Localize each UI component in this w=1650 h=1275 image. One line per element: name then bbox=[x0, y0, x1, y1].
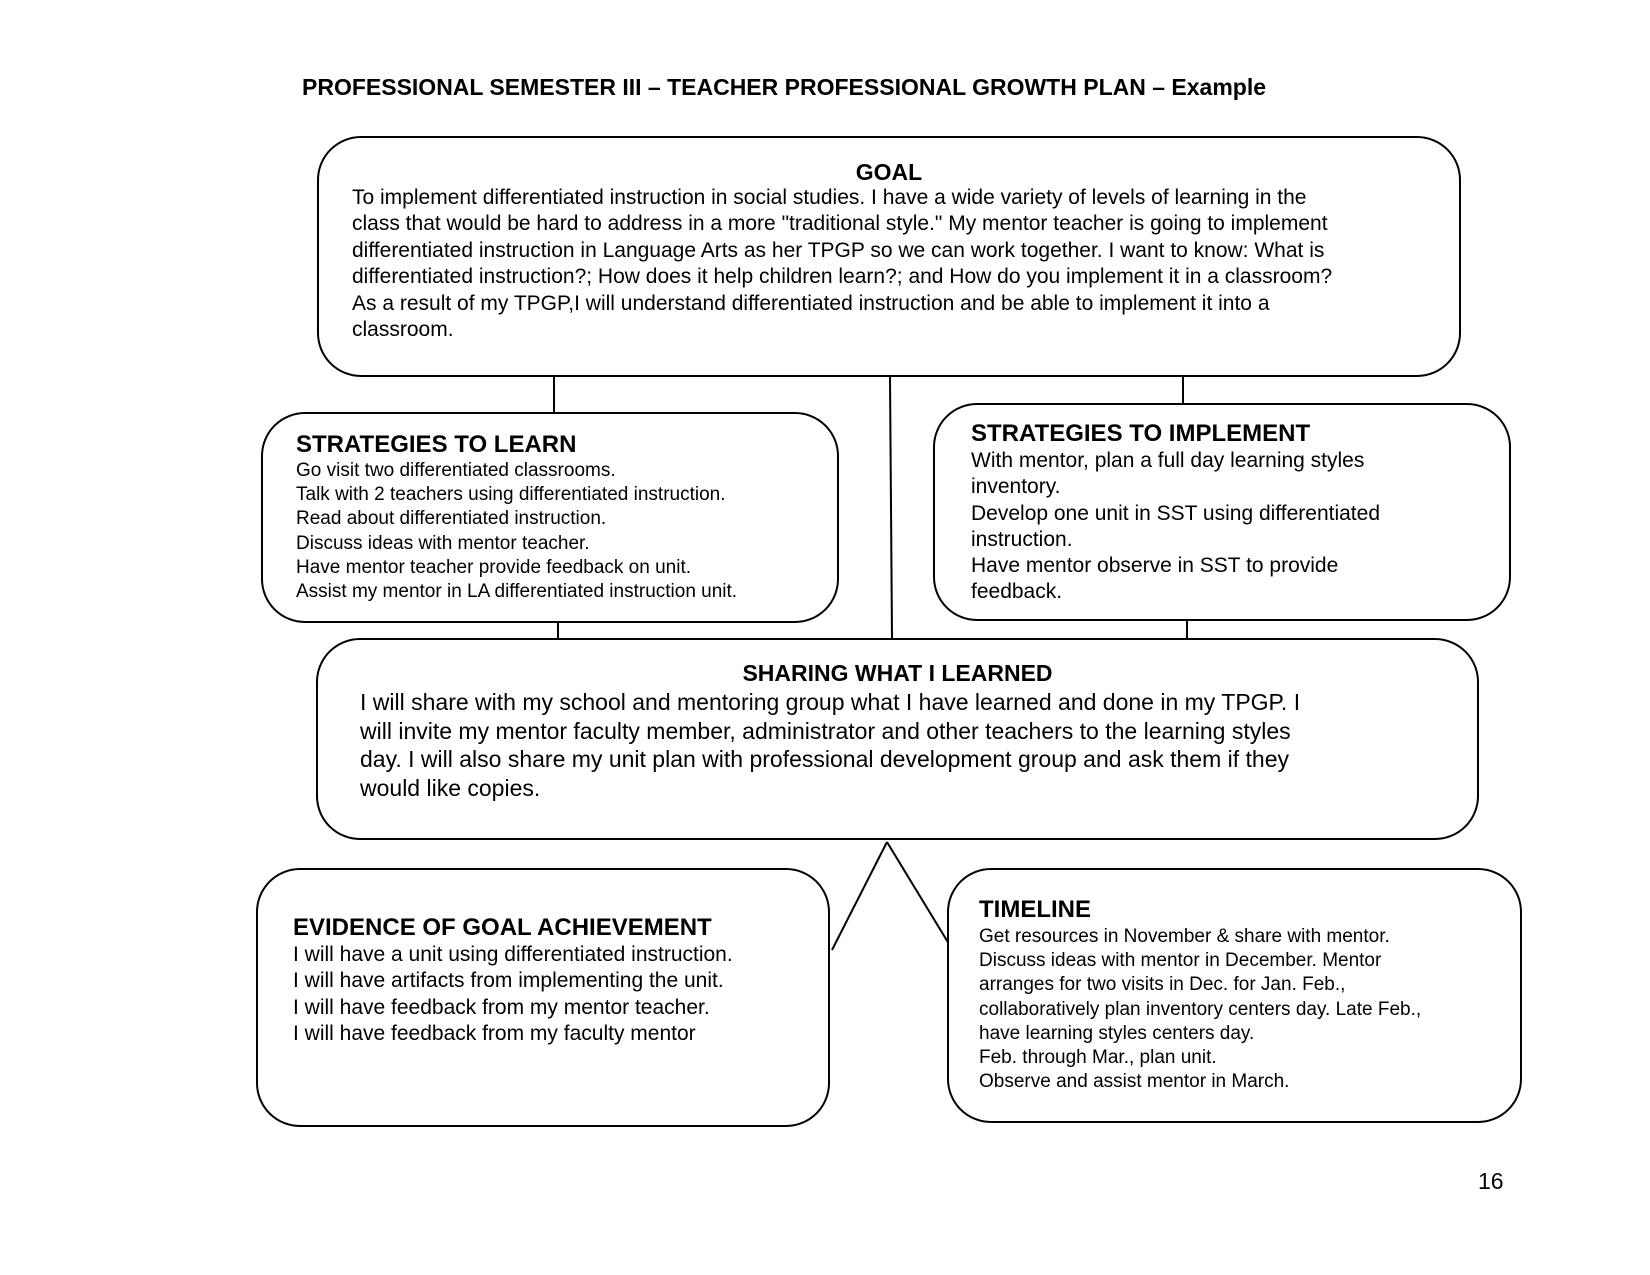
sharing-line: will invite my mentor faculty member, administrator and other teachers to the learning styles bbox=[360, 717, 1291, 744]
sharing-line: I will share with my school and mentoring group what I have learned and done in my TPGP. I bbox=[360, 689, 1301, 715]
page-title: PROFESSIONAL SEMESTER III – TEACHER PROFESSIONAL GROWTH PLAN – Example bbox=[302, 74, 1267, 100]
goal-heading: GOAL bbox=[855, 159, 923, 185]
sharing-heading: SHARING WHAT I LEARNED bbox=[742, 660, 1053, 686]
goal-line: differentiated instruction in Language Arts as her TPGP so we can work together. I want to know: What is bbox=[352, 238, 1325, 262]
strategies-to-implement-box bbox=[933, 403, 1511, 621]
page-number: 16 bbox=[1478, 1168, 1504, 1194]
sharing-line: day. I will also share my unit plan with professional development group and ask them if they bbox=[360, 746, 1290, 773]
list-item: feedback. bbox=[971, 580, 1063, 604]
list-item: I will have feedback from my mentor teacher. bbox=[293, 995, 710, 1019]
timeline-heading: TIMELINE bbox=[979, 896, 1091, 923]
goal-line: To implement differentiated instruction in social studies. I have a wide variety of levels of learning in the bbox=[352, 186, 1307, 209]
list-item: I will have a unit using differentiated instruction. bbox=[293, 943, 733, 966]
list-item: Discuss ideas with mentor in December. Mentor bbox=[979, 950, 1382, 972]
list-item: arranges for two visits in Dec. for Jan. Feb., bbox=[979, 974, 1346, 996]
goal-line: differentiated instruction?; How does it help children learn?; and How do you implement it in a classroom? bbox=[352, 265, 1333, 289]
sharing-text bbox=[360, 688, 1300, 803]
timeline-box bbox=[947, 868, 1522, 1123]
sharing-what-i-learned-box bbox=[316, 638, 1479, 840]
list-item: Feb. through Mar., plan unit. bbox=[979, 1047, 1217, 1069]
list-item: With mentor, plan a full day learning styles bbox=[971, 449, 1365, 472]
evidence-list bbox=[293, 942, 733, 1047]
list-item: Go visit two differentiated classrooms. bbox=[296, 460, 616, 481]
list-item: Get resources in November & share with mentor. bbox=[979, 926, 1390, 947]
list-item: Read about differentiated instruction. bbox=[296, 508, 607, 530]
strategies-to-implement-heading: STRATEGIES TO IMPLEMENT bbox=[971, 420, 1311, 447]
strategies-to-implement-list bbox=[971, 448, 1380, 606]
list-item: instruction. bbox=[971, 527, 1073, 551]
list-item: Have mentor teacher provide feedback on unit. bbox=[296, 556, 692, 578]
connector-sharing-to-timeline bbox=[887, 842, 949, 944]
goal-line: As a result of my TPGP,I will understand differentiated instruction and be able to implement it into a bbox=[352, 291, 1270, 315]
list-item: I will have feedback from my faculty mentor bbox=[293, 1021, 696, 1045]
list-item: Observe and assist mentor in March. bbox=[979, 1071, 1290, 1089]
list-item: have learning styles centers day. bbox=[979, 1022, 1255, 1044]
connector-goal-to-sharing bbox=[890, 377, 892, 638]
goal-box bbox=[317, 136, 1461, 377]
goal-line: classroom. bbox=[352, 318, 454, 342]
list-item: Discuss ideas with mentor teacher. bbox=[296, 532, 590, 554]
goal-line: class that would be hard to address in a more "traditional style." My mentor teacher is going to implement bbox=[352, 212, 1328, 236]
evidence-heading: EVIDENCE OF GOAL ACHIEVEMENT bbox=[293, 914, 712, 941]
strategies-to-learn-heading: STRATEGIES TO LEARN bbox=[296, 431, 577, 458]
evidence-of-goal-achievement-box bbox=[256, 868, 830, 1127]
list-item: Have mentor observe in SST to provide bbox=[971, 554, 1339, 578]
list-item: inventory. bbox=[971, 475, 1061, 499]
strategies-to-learn-list bbox=[296, 459, 737, 604]
connector-sharing-to-evidence bbox=[832, 842, 887, 950]
list-item: Talk with 2 teachers using differentiated instruction. bbox=[296, 484, 726, 506]
goal-text bbox=[352, 185, 1429, 343]
list-item: collaboratively plan inventory centers day. Late Feb., bbox=[979, 998, 1422, 1020]
timeline-list bbox=[979, 925, 1510, 1089]
list-item: I will have artifacts from implementing the unit. bbox=[293, 969, 724, 993]
list-item: Develop one unit in SST using differentiated bbox=[971, 501, 1380, 525]
list-item: Assist my mentor in LA differentiated instruction unit. bbox=[296, 581, 738, 603]
sharing-line: would like copies. bbox=[360, 775, 541, 802]
strategies-to-learn-box bbox=[261, 412, 839, 623]
